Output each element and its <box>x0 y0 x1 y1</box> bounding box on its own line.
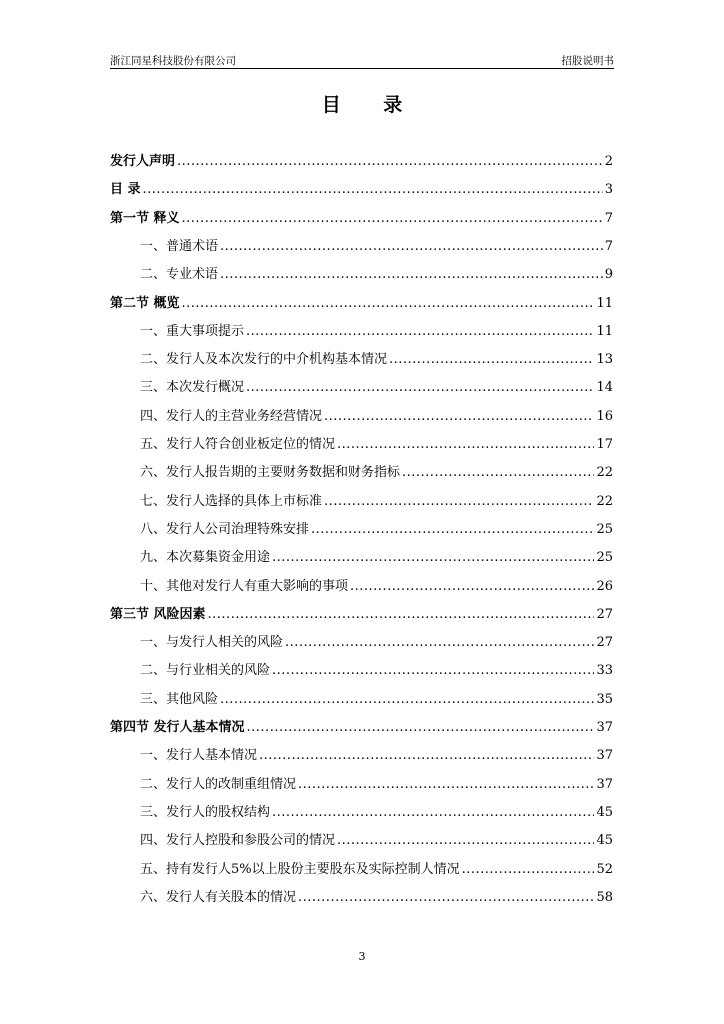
toc-entry[interactable] <box>110 575 613 595</box>
toc-entry[interactable] <box>110 150 613 170</box>
toc-entry-page: 37 <box>596 776 613 792</box>
toc-entry-title: 二、与行业相关的风险 <box>140 663 271 679</box>
toc-entry-title: 七、发行人选择的具体上市标准 <box>140 493 323 509</box>
toc-entry[interactable] <box>110 433 613 453</box>
toc-entry[interactable] <box>110 518 613 538</box>
header-company: 浙江同星科技股份有限公司 <box>110 55 236 67</box>
toc-dot-leader <box>247 720 595 735</box>
toc-dot-leader <box>246 324 594 339</box>
toc-entry-title: 二、发行人及本次发行的中介机构基本情况 <box>140 352 388 368</box>
toc-entry[interactable] <box>110 178 613 198</box>
toc-dot-leader <box>272 805 594 820</box>
toc-dot-leader <box>402 465 594 480</box>
toc-entry[interactable] <box>110 376 613 396</box>
toc-entry-page: 11 <box>596 295 613 311</box>
toc-entry[interactable] <box>110 886 613 906</box>
toc-dot-leader <box>220 267 603 282</box>
toc-entry-title: 第一节 释义 <box>110 210 180 226</box>
page-number: 3 <box>358 950 366 963</box>
toc-entry-page: 14 <box>596 380 613 396</box>
toc-entry-title: 四、发行人的主营业务经营情况 <box>140 408 323 424</box>
toc-dot-leader <box>208 607 595 622</box>
toc-entry-title: 五、持有发行人5%以上股份主要股东及实际控制人情况 <box>140 861 460 877</box>
toc-entry-page: 11 <box>596 323 613 339</box>
toc-dot-leader <box>285 635 594 650</box>
toc-entry-page: 52 <box>596 861 613 877</box>
toc-entry-page: 7 <box>604 238 613 254</box>
toc-dot-leader <box>324 494 594 509</box>
toc-entry[interactable] <box>110 603 613 623</box>
toc-dot-leader <box>311 522 594 537</box>
toc-entry[interactable] <box>110 546 613 566</box>
toc-entry[interactable] <box>110 858 613 878</box>
toc-entry-title: 发行人声明 <box>110 154 176 169</box>
toc-entry-page: 27 <box>596 606 613 622</box>
toc-entry-title: 三、本次发行概况 <box>140 380 245 396</box>
toc-dot-leader <box>272 550 594 565</box>
toc-entry[interactable] <box>110 348 613 368</box>
toc-dot-leader <box>462 862 595 877</box>
toc-dot-leader <box>389 352 594 367</box>
toc-entry-title: 一、重大事项提示 <box>140 323 245 339</box>
toc-entry[interactable] <box>110 292 613 312</box>
toc-entry-title: 四、发行人控股和参股公司的情况 <box>140 833 336 849</box>
toc-entry-title: 三、其他风险 <box>140 691 219 707</box>
toc-entry-title: 一、与发行人相关的风险 <box>140 635 284 651</box>
toc-dot-leader <box>177 154 603 169</box>
toc-entry-title: 十、其他对发行人有重大影响的事项 <box>140 578 349 594</box>
toc-entry-title: 六、发行人有关股本的情况 <box>140 889 297 905</box>
toc-entry-title: 三、发行人的股权结构 <box>140 804 271 820</box>
toc-dot-leader <box>298 777 594 792</box>
toc-entry-page: 45 <box>596 833 613 849</box>
toc-entry-title: 一、普通术语 <box>140 238 219 254</box>
toc-entry-title: 目 录 <box>110 182 141 198</box>
toc-entry-title: 九、本次募集资金用途 <box>140 550 271 566</box>
toc-entry-page: 9 <box>604 267 613 283</box>
toc-dot-leader <box>182 296 595 311</box>
toc-entry-title: 第三节 风险因素 <box>110 606 206 622</box>
toc-entry[interactable] <box>110 829 613 849</box>
toc-entry[interactable] <box>110 207 613 227</box>
toc-entry[interactable] <box>110 773 613 793</box>
toc-entry-title: 二、专业术语 <box>140 267 219 283</box>
toc-entry-page: 33 <box>596 663 613 679</box>
toc-entry-title: 第二节 概览 <box>110 295 180 311</box>
toc-dot-leader <box>337 437 594 452</box>
toc-dot-leader <box>182 211 603 226</box>
toc-entry-page: 2 <box>604 154 613 169</box>
toc-dot-leader <box>350 579 594 594</box>
toc-entry-title: 二、发行人的改制重组情况 <box>140 776 297 792</box>
toc-entry[interactable] <box>110 744 613 764</box>
toc-entry-title: 六、发行人报告期的主要财务数据和财务指标 <box>140 465 401 481</box>
toc-entry[interactable] <box>110 235 613 255</box>
toc-entry[interactable] <box>110 263 613 283</box>
toc-entry-title: 五、发行人符合创业板定位的情况 <box>140 437 336 452</box>
toc-entry-page: 13 <box>596 352 613 368</box>
toc-entry-page: 22 <box>596 465 613 481</box>
toc-entry-page: 26 <box>596 578 613 594</box>
toc-entry[interactable] <box>110 659 613 679</box>
toc-entry-page: 37 <box>596 720 613 735</box>
toc-entry[interactable] <box>110 490 613 510</box>
toc-dot-leader <box>246 380 594 395</box>
toc-entry-page: 16 <box>596 408 613 424</box>
toc-entry[interactable] <box>110 688 613 708</box>
toc-entry-page: 25 <box>596 550 613 566</box>
toc-dot-leader <box>272 663 594 678</box>
toc-entry-page: 25 <box>596 521 613 537</box>
toc-dot-leader <box>220 692 594 707</box>
toc-entry[interactable] <box>110 631 613 651</box>
toc-entry-title: 第四节 发行人基本情况 <box>110 720 245 735</box>
toc-dot-leader <box>324 409 594 424</box>
toc-entry-page: 7 <box>604 210 613 226</box>
toc-dot-leader <box>259 748 594 763</box>
toc-entry-page: 3 <box>604 182 613 198</box>
page-title: 目 录 <box>321 94 421 116</box>
toc-entry-page: 27 <box>596 635 613 651</box>
toc-dot-leader <box>298 890 594 905</box>
toc-dot-leader <box>220 239 603 254</box>
toc-entry-title: 一、发行人基本情况 <box>140 748 258 764</box>
page-header <box>110 50 614 69</box>
toc-entry[interactable] <box>110 801 613 821</box>
toc-entry-title: 八、发行人公司治理特殊安排 <box>140 521 310 537</box>
toc-entry-page: 22 <box>596 493 613 509</box>
toc-entry[interactable] <box>110 461 613 481</box>
toc-entry-page: 37 <box>596 748 613 764</box>
toc-entry-page: 35 <box>596 691 613 707</box>
toc-entry-page: 45 <box>596 804 613 820</box>
header-doc-title: 招股说明书 <box>561 55 614 67</box>
toc-entry-page: 58 <box>596 889 613 905</box>
toc-dot-leader <box>143 182 603 197</box>
toc-entry-page: 17 <box>596 437 613 452</box>
toc-entry[interactable] <box>110 405 613 425</box>
toc-dot-leader <box>337 833 594 848</box>
toc-entry[interactable] <box>110 716 613 736</box>
toc-entry[interactable] <box>110 320 613 340</box>
